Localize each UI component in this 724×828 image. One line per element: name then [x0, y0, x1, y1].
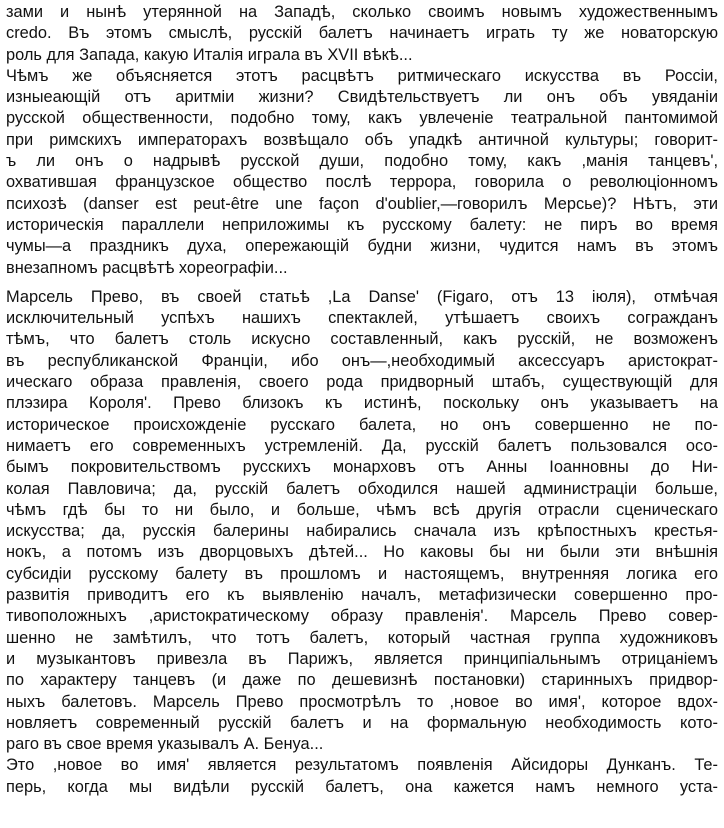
text-line: чумы—а праздникъ духа, опережающій будни жизни, чудится намъ въ этомъ	[6, 237, 718, 256]
text-line: роль для Запада, какую Италія играла въ XVII вѣкѣ...	[6, 45, 413, 64]
text-line: Это ,новое во имя' является результатомъ появленія Айсидоры Дунканъ. Те-	[6, 756, 718, 775]
text-line: нимаетъ его современныхъ устремленій. Да, русскій балетъ пользовался осо-	[6, 436, 718, 455]
text-line: исключительный успѣхъ нашихъ спектаклей, утѣшаетъ своихъ согражданъ	[6, 309, 718, 328]
text-line: ическаго образа правленія, своего рода придворный штабъ, существующій для	[6, 373, 718, 392]
text-line: изныеающій отъ аритміи жизни? Свидѣтельствуетъ ли онъ объ увяданіи	[6, 88, 718, 107]
text-line: при римскихъ императорахъ возвѣщало объ упадкѣ античной культуры; говорит-	[6, 130, 718, 149]
text-line: чѣмъ гдѣ бы то ни было, и больше, чѣмъ всѣ другія отрасли сценическаго	[6, 500, 718, 519]
text-line: и музыкантовъ привезла въ Парижъ, является принципіальнымъ отрицаніемъ	[6, 649, 718, 668]
paragraph-1	[6, 2, 718, 66]
text-line: ныхъ балетовъ. Марсель Прево просмотрѣлъ то ,новое во имя', которое вдох-	[6, 692, 718, 711]
text-line: Чѣмъ же объясняется этотъ расцвѣтъ ритмическаго искусства въ Россіи,	[6, 66, 718, 85]
paragraph-2	[6, 66, 718, 279]
paragraph-3	[6, 287, 718, 756]
text-line: въ республиканской Франціи, ибо онъ—,необходимый аксессуаръ аристократ-	[6, 351, 718, 370]
text-line: раго въ свое время указывалъ А. Бенуа...	[6, 735, 324, 754]
text-line: шенно не замѣтилъ, что тотъ балетъ, который частная группа художниковъ	[6, 628, 718, 647]
text-line: зами и нынѣ утерянной на Западѣ, сколько своимъ новымъ художественнымъ	[6, 3, 718, 21]
text-line: колая Павловича; да, русскій балетъ обходился нашей администраціи больше,	[6, 479, 718, 498]
text-line: психозѣ (danser est peut-être une façon d'oublier,—говорилъ Мерсье)? Нѣтъ, эти	[6, 194, 718, 213]
text-line: внезапномъ расцвѣтѣ хореографіи...	[6, 258, 288, 277]
text-line: тивоположныхъ ,аристократическому образу правленія'. Марсель Прево совер-	[6, 607, 718, 626]
text-line: перь, когда мы видѣли русскій балетъ, она кажется намъ немного уста-	[6, 777, 718, 796]
document-page	[6, 2, 718, 798]
text-line: плэзира Короля'. Прево близокъ къ истинѣ, поскольку онъ указываетъ на	[6, 394, 718, 413]
text-line: тѣмъ, что балетъ столь искусно составленный, какъ русскій, не возможенъ	[6, 330, 718, 349]
text-line: credo. Въ этомъ смыслѣ, русскій балетъ начинаетъ играть ту же новаторскую	[6, 24, 718, 43]
text-line: по характеру танцевъ (и даже по дешевизнѣ постановки) старинныхъ придвор-	[6, 671, 718, 690]
text-line: ъ ли онъ о надрывѣ русской души, подобно тому, какъ ,манія танцевъ',	[6, 152, 718, 171]
text-line: нокъ, а потомъ изъ дворцовыхъ дѣтей... Но каковы бы ни были эти внѣшнія	[6, 543, 718, 562]
paragraph-4	[6, 755, 718, 798]
text-line: бымъ покровительствомъ русскихъ монарховъ отъ Анны Іоанновны до Ни-	[6, 458, 718, 477]
text-line: историческія параллели неприложимы къ русскому балету: не пиръ во время	[6, 215, 718, 234]
text-line: новляетъ современный русскій балетъ и на формальную необходимость кото-	[6, 713, 718, 732]
text-line: русской общественности, подобно тому, какъ увлеченіе театральной пантомимой	[6, 109, 718, 128]
text-line: охватившая французское общество послѣ террора, говорила о революціонномъ	[6, 173, 718, 192]
text-line: субсидіи русскому балету въ прошломъ и настоящемъ, внутренняя логика его	[6, 564, 718, 583]
text-line: историческое происхожденіе русскаго балета, но онъ совершенно не по-	[6, 415, 718, 434]
text-line: развитія приводитъ его къ выявленію началъ, метафизически совершенно про-	[6, 586, 718, 605]
text-line: Марсель Прево, въ своей статьѣ ,La Danse' (Figaro, отъ 13 іюля), отмѣчая	[6, 287, 718, 306]
text-line: искусства; да, русскія балерины набирались сначала изъ крѣпостныхъ крестья-	[6, 522, 718, 541]
